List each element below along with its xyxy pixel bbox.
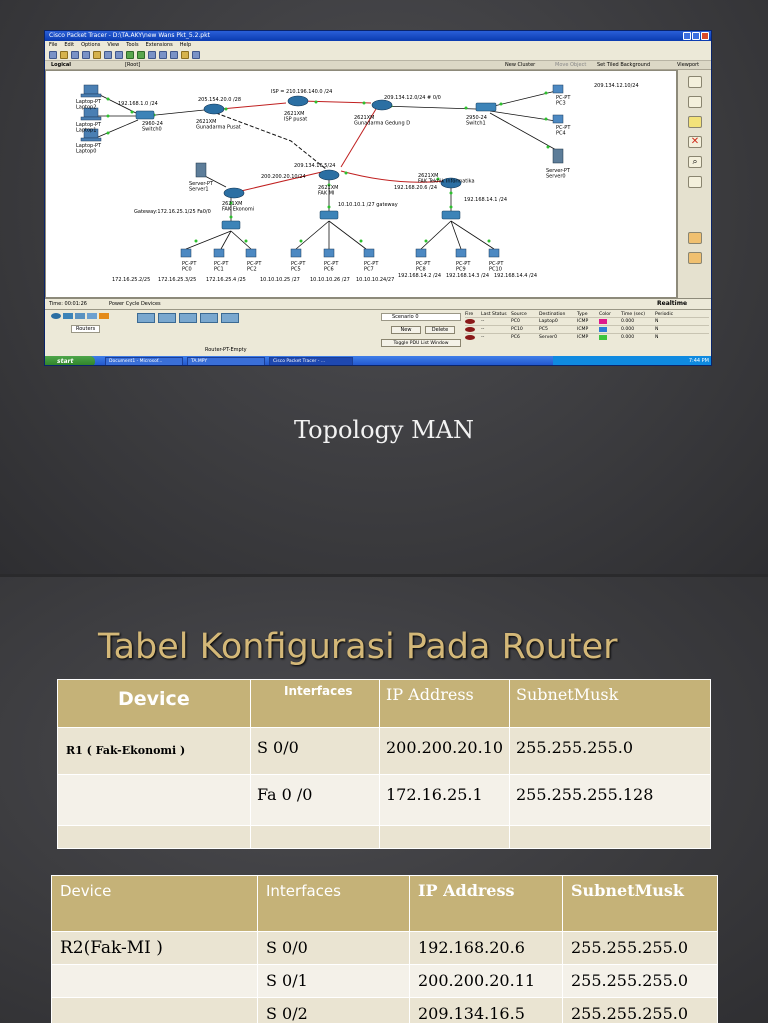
pc3-label: PC-PT PC3 [556,95,571,107]
undo-icon[interactable] [126,51,134,59]
table-header-row [58,680,711,728]
time-display: Time: 00:01:26 [49,301,87,307]
net-label: 209.134.12.0/24 # 0/0 [384,95,441,101]
table-header-row [52,876,718,932]
cell-subnet-mask: 255.255.255.0 [563,932,718,965]
inspect-icon[interactable]: ⌕ [688,156,702,168]
pdu-row[interactable] [465,333,709,341]
cell-interface: Fa 0 /0 [251,775,380,826]
cell-subnet-mask [510,826,711,849]
pdu-type: ICMP [577,319,589,324]
topology-diagram [46,71,678,299]
net-label: 192.168.1.0 /24 [118,101,158,107]
workspace-bar [45,61,711,70]
pdu-destination: PC5 [539,327,548,332]
router-model-2621-icon[interactable] [179,313,197,323]
close-icon[interactable] [701,32,709,40]
menu-help[interactable]: Help [179,42,192,48]
pdu-time: 0.000 [621,319,635,324]
pdu-last-status: -- [481,335,485,340]
server0-label: Server-PT Server0 [546,168,570,180]
window-title: Cisco Packet Tracer - D:\TA.AKY\new Wans Pkt_5.2.pkt [49,32,210,39]
net-label: 209.134.12.10/24 [594,83,639,89]
add-complex-pdu-icon[interactable] [688,252,702,264]
header-device: Device [58,680,251,728]
header-interfaces: Interfaces [251,680,380,728]
move-layout-icon[interactable] [688,96,702,108]
switch0-label: 2960-24 Switch0 [142,121,163,133]
cell-interface: S 0/2 [258,998,410,1023]
net-label: 192.168.14.1 /24 [464,197,508,203]
pdu-type: ICMP [577,335,589,340]
start-button[interactable]: start [45,356,95,366]
paste-icon[interactable] [115,51,123,59]
switch1-label: 2950-24 Switch1 [466,115,487,127]
menu-view[interactable]: View [107,42,120,48]
cell-ip-address: 200.200.20.10 [380,728,510,775]
taskbar-item-word[interactable]: Document1 - Microsof... [105,357,183,366]
viewport-button[interactable]: Viewport [677,62,700,68]
header-device: Device [52,876,258,932]
net-label: 205.154.20.0 /28 [198,97,242,103]
cell-interface: S 0/0 [251,728,380,775]
zoom-reset-icon[interactable] [159,51,167,59]
cell-device [58,826,251,849]
header-subnet-mask: SubnetMusk [563,876,718,932]
pc8-label: PC-PT PC8 [416,261,431,273]
pc7-label: PC-PT PC7 [364,261,379,273]
table-row [52,932,718,965]
pdu-color-swatch [599,335,607,340]
new-scenario-button[interactable]: New [391,326,421,334]
window-titlebar [45,31,711,41]
cell-ip-address: 172.16.25.1 [380,775,510,826]
net-label: Gateway:172.16.25.1/25 Fa0/0 [134,209,211,215]
cell-ip-address: 209.134.16.5 [410,998,563,1023]
zoom-in-icon[interactable] [148,51,156,59]
pdu-list [465,312,709,341]
router-fak-ekonomi-label: 2621XM FAK Ekonomi [222,201,255,213]
delete-scenario-button[interactable]: Delete [425,326,455,334]
laptop2-label: Laptop-PT Laptop2 [76,99,102,111]
net-label: 200.200.20.10/24 [261,174,306,180]
zoom-out-icon[interactable] [170,51,178,59]
pdu-color-swatch [599,327,607,332]
table-row [58,728,711,775]
net-label: ISP = 210.196.140.0 /24 [271,89,333,95]
power-cycle-button[interactable]: Power Cycle Devices [109,301,161,307]
toolbar [45,49,711,61]
router-model-2811-icon[interactable] [200,313,218,323]
router-model-1841-icon[interactable] [137,313,155,323]
laptop0-label: Laptop-PT Laptop0 [76,143,102,155]
pdu-last-status: -- [481,319,485,324]
net-label: 172.16.25.2/25 [112,277,151,283]
scenario-select[interactable]: Scenario 0 [381,313,461,321]
custom-device-icon[interactable] [192,51,200,59]
router-fak-ti-label: 2621XM FAK Teknik Informatika [418,173,475,185]
cell-interface: S 0/1 [258,965,410,998]
pdu-col-last-status: Last Status [481,312,507,317]
pc5-label: PC-PT PC5 [291,261,306,273]
palette-icon[interactable] [181,51,189,59]
pdu-col-color: Color [599,312,611,317]
menu-tools[interactable]: Tools [126,42,139,48]
cell-device: R1 ( Fak-Ekonomi ) [58,728,251,775]
router-gedung-d-label: 2621XM Gunadarma Gedung D [354,115,411,127]
header-ip-address: IP Address [410,876,563,932]
pdu-header-row [465,312,709,317]
device-category-icons [51,313,109,319]
pc4-label: PC-PT PC4 [556,125,571,137]
net-label: 172.16.25.3/25 [158,277,197,283]
clock: 7:44 PM [688,358,709,364]
new-cluster-button[interactable]: New Cluster [505,62,536,68]
net-label: 192.168.20.6 /24 [394,185,438,191]
net-label: 172.16.25.4 /25 [206,277,246,283]
cell-ip-address: 200.200.20.11 [410,965,563,998]
menu-edit[interactable]: Edit [64,42,75,48]
cell-device: R2(Fak-MI ) [52,932,258,965]
hub-category-icon[interactable] [75,313,85,319]
net-label: 209.134.16.5/24 [294,163,336,169]
save-icon[interactable] [71,51,79,59]
pc2-label: PC-PT PC2 [247,261,262,273]
menu-options[interactable]: Options [81,42,101,48]
cell-interface [251,826,380,849]
pdu-destination: Server0 [539,335,557,340]
net-label: 192.168.14.3 /24 [446,273,490,279]
print-icon[interactable] [82,51,90,59]
windows-taskbar [45,356,712,366]
net-label: 192.168.14.4 /24 [494,273,538,279]
packet-tracer-screenshot [44,30,712,366]
router-gunadarma-pusat-label: 2621XM Gunadarma Pusat [196,119,241,131]
router-model-2620-icon[interactable] [158,313,176,323]
delete-icon[interactable]: ✕ [688,136,702,148]
config-table-r2 [51,875,718,1023]
select-tool-icon[interactable] [688,76,702,88]
pc1-label: PC-PT PC1 [214,261,229,273]
slide-title: Tabel Konfigurasi Pada Router [98,627,618,667]
cell-device [58,775,251,826]
menu-extensions[interactable]: Extensions [145,42,173,48]
pdu-col-type: Type [577,312,588,317]
pdu-col-destination: Destination [539,312,566,317]
net-label: 192.168.14.2 /24 [398,273,442,279]
pdu-col-source: Source [511,312,527,317]
pc10-label: PC-PT PC10 [489,261,504,273]
open-icon[interactable] [60,51,68,59]
cell-ip-address [380,826,510,849]
maximize-icon[interactable] [692,32,700,40]
common-tools-bar [677,70,711,298]
cell-ip-address: 192.168.20.6 [410,932,563,965]
pdu-periodic: N [655,327,659,332]
wireless-category-icon[interactable] [87,313,97,319]
device-model-label: Router-PT-Empty [205,347,247,353]
table-row [58,826,711,849]
pdu-last-status: -- [481,327,485,332]
pdu-source: PC0 [511,319,520,324]
set-tiled-background-button[interactable]: Set Tiled Background [597,62,651,68]
header-subnet-mask: SubnetMusk [510,680,711,728]
net-label: 10.10.10.24/27 [356,277,395,283]
pdu-destination: Laptop0 [539,319,558,324]
root-label[interactable]: [Root] [125,62,141,68]
device-category-label: Routers [71,325,100,333]
topology-canvas[interactable] [45,70,677,298]
cell-subnet-mask: 255.255.255.0 [563,998,718,1023]
move-object-button[interactable]: Move Object [555,62,587,68]
header-interfaces: Interfaces [258,876,410,932]
net-label: 10.10.10.26 /27 [310,277,350,283]
pdu-periodic: N [655,319,659,324]
cell-subnet-mask: 255.255.255.128 [510,775,711,826]
cell-device [52,965,258,998]
laptop1-label: Laptop-PT Laptop1 [76,122,102,134]
pdu-time: 0.000 [621,327,635,332]
pc9-label: PC-PT PC9 [456,261,471,273]
connections-category-icon[interactable] [99,313,109,319]
server1-label: Server-PT Server1 [189,181,213,193]
slide-router-config [0,577,768,1023]
menu-bar [45,41,711,49]
resize-shape-icon[interactable] [688,176,702,188]
pdu-source: PC10 [511,327,523,332]
pdu-fire-icon[interactable] [465,327,475,332]
table-row [52,998,718,1023]
pc6-label: PC-PT PC6 [324,261,339,273]
router-models [137,313,239,323]
router-model-generic-icon[interactable] [221,313,239,323]
pc0-label: PC-PT PC0 [182,261,197,273]
cell-device [52,998,258,1023]
cell-interface: S 0/0 [258,932,410,965]
slide-caption: Topology MAN [294,416,474,444]
activity-wizard-icon[interactable] [93,51,101,59]
switch-category-icon[interactable] [63,313,73,319]
net-label: 10.10.10.1 /27 gateway [338,202,398,208]
router-fak-mi-label: 2621XM FAK MI [318,185,339,197]
pdu-row[interactable] [465,325,709,333]
toggle-pdu-list-button[interactable]: Toggle PDU List Window [381,339,461,347]
minimize-icon[interactable] [683,32,691,40]
menu-file[interactable]: File [49,42,58,48]
bottom-panel [45,298,711,357]
add-simple-pdu-icon[interactable] [688,232,702,244]
config-table-r1 [57,679,711,849]
cell-subnet-mask: 255.255.255.0 [563,965,718,998]
pdu-color-swatch [599,319,607,324]
place-note-icon[interactable] [688,116,702,128]
taskbar-item-packet-tracer[interactable]: Cisco Packet Tracer - ... [269,357,353,366]
system-tray [553,356,712,366]
pdu-col-periodic: Periodic [655,312,674,317]
pdu-fire-icon[interactable] [465,319,475,324]
pdu-col-time: Time (sec) [621,312,646,317]
copy-icon[interactable] [104,51,112,59]
pdu-fire-icon[interactable] [465,335,475,340]
logical-tab[interactable]: Logical [51,62,71,68]
router-category-icon[interactable] [51,313,61,319]
realtime-label[interactable]: Realtime [657,300,688,307]
pdu-col-fire: Fire [465,312,474,317]
table-row [58,775,711,826]
net-label: 10.10.10.25 /27 [260,277,300,283]
pdu-row[interactable] [465,317,709,325]
pdu-type: ICMP [577,327,589,332]
new-icon[interactable] [49,51,57,59]
pdu-rows [465,317,709,341]
pdu-source: PC6 [511,335,520,340]
pdu-periodic: N [655,335,659,340]
redo-icon[interactable] [137,51,145,59]
taskbar-item-folder[interactable]: TA.MPY [187,357,265,366]
pdu-time: 0.000 [621,335,635,340]
header-ip-address: IP Address [380,680,510,728]
cell-subnet-mask: 255.255.255.0 [510,728,711,775]
router-isp-label: 2621XM ISP pusat [284,111,308,123]
table-row [52,965,718,998]
